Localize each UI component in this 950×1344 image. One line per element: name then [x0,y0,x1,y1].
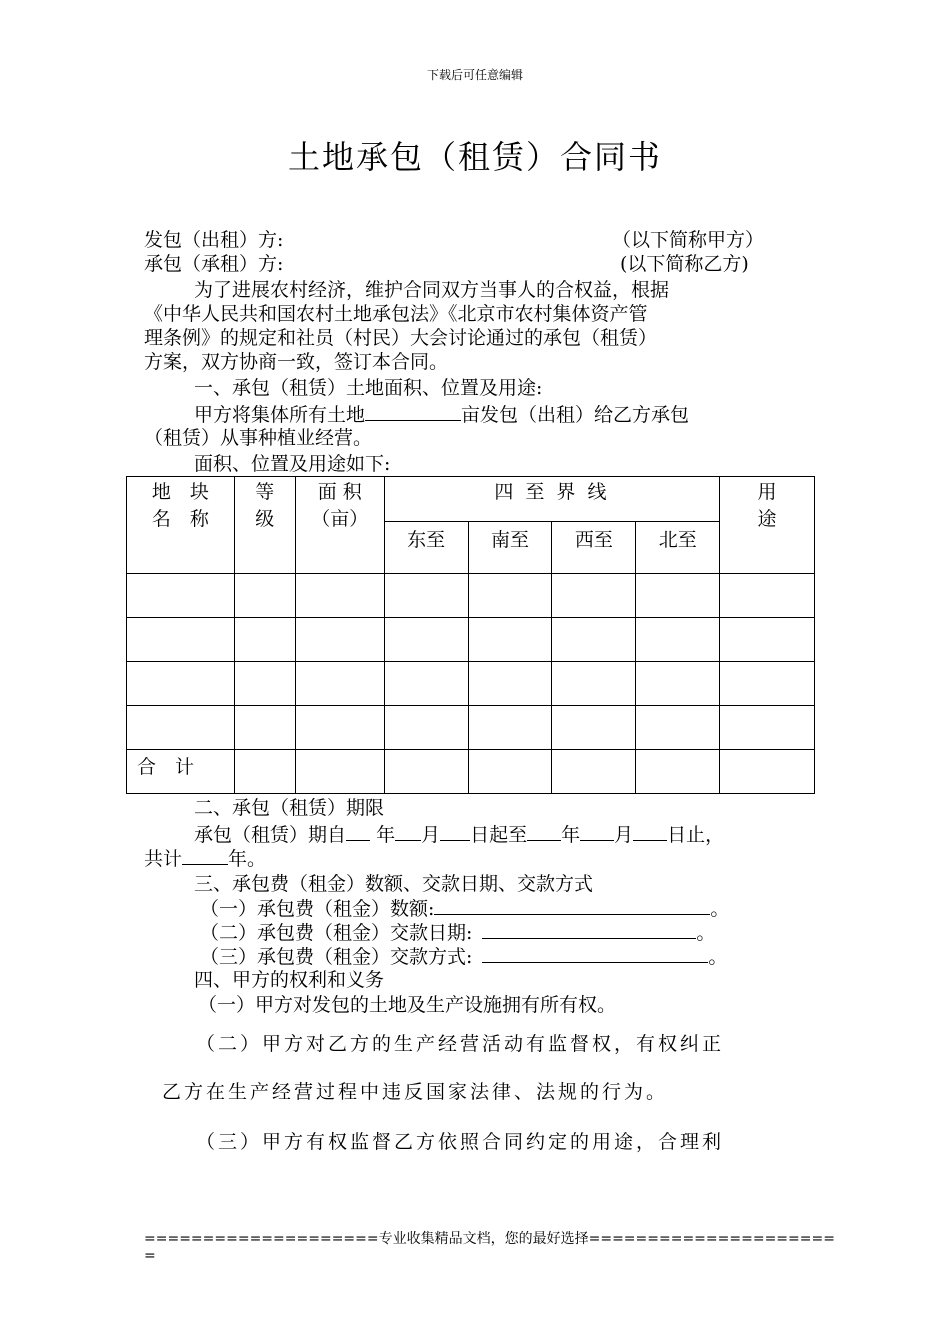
section-2-heading: 二、承包（租赁）期限 [194,797,385,819]
header-use [720,477,815,574]
table-cell[interactable] [720,750,815,794]
end-day-blank[interactable] [633,822,667,841]
year-text: 年 [376,824,396,846]
table-cell[interactable] [468,618,552,662]
land-text-2: 亩发包（出租）给乙方承包 [461,404,690,426]
start-day-blank[interactable] [440,822,470,841]
header-boundaries: 四 至 界 线 [384,477,719,522]
table-cell[interactable] [552,662,636,706]
period-mark: 。 [696,922,716,944]
header-area [295,477,384,574]
table-cell[interactable] [234,662,295,706]
table-cell[interactable] [720,706,815,750]
table-cell[interactable] [295,750,384,794]
fee-method-blank[interactable] [482,944,708,963]
table-cell[interactable] [720,662,815,706]
start-year-blank[interactable] [346,822,370,841]
area-label-2: （亩） [311,508,369,530]
table-cell[interactable] [295,662,384,706]
preamble-line-1: 为了进展农村经济，维护合同双方当事人的合权益，根据 [194,279,670,301]
period-mark: 。 [708,946,728,968]
section-1-line-3: 面积、位置及用途如下: [194,453,391,475]
table-row [127,706,815,750]
section-4-item-2-line-1: （二）甲方对乙方的生产经营活动有监督权，有权纠正 [196,1033,725,1055]
section-3-item-2 [200,920,715,945]
section-2-line-1 [194,822,724,847]
land-table [126,476,815,794]
section-4-item-2-line-2: 乙方在生产经营过程中违反国家法律、法规的行为。 [162,1081,669,1103]
header-west: 西至 [552,522,636,574]
years-suffix: 年。 [228,848,267,870]
fee-method-label: （三）承包费（租金）交款方式: [200,946,473,968]
use-label-1: 用 [757,481,777,503]
total-years-text: 共计 [144,848,183,870]
table-cell[interactable] [468,706,552,750]
section-3-heading: 三、承包费（租金）数额、交款日期、交款方式 [194,873,594,895]
header-south: 南至 [468,522,552,574]
table-cell[interactable] [468,750,552,794]
header-parcel-name [127,477,235,574]
month-text: 月 [421,824,441,846]
month2-text: 月 [614,824,634,846]
day-to-text: 日止， [667,824,725,846]
end-month-blank[interactable] [580,822,614,841]
section-1-heading: 一、承包（租赁）土地面积、位置及用途: [194,377,543,399]
section-3-item-3 [200,944,727,969]
table-cell[interactable] [295,574,384,618]
preamble-line-4: 方案，双方协商一致，签订本合同。 [144,351,449,373]
fee-amount-blank[interactable] [434,896,710,915]
header-note: 下载后可任意编辑 [426,68,523,82]
total-years-blank[interactable] [182,846,228,865]
parcel-label-1: 地 块 [151,481,209,503]
land-text: 甲方将集体所有土地 [194,404,366,426]
table-cell[interactable] [127,618,235,662]
footer-banner: ====================专业收集精品文档，您的最好选择===================== [144,1231,835,1247]
preamble-line-2: 《中华人民共和国农村土地承包法》《北京市农村集体资产管 [144,303,648,325]
day-from-text: 日起至 [470,824,528,846]
header-grade [234,477,295,574]
section-2-line-2 [144,846,266,871]
table-cell[interactable] [720,574,815,618]
table-row [127,574,815,618]
table-cell[interactable] [720,618,815,662]
table-cell[interactable] [384,618,468,662]
table-cell[interactable] [384,706,468,750]
area-label-1: 面 积 [317,481,362,503]
fee-amount-label: （一）承包费（租金）数额: [200,898,435,920]
section-4-item-3-line-1: （三）甲方有权监督乙方依照合同约定的用途，合理利 [196,1131,725,1153]
table-cell[interactable] [234,618,295,662]
table-cell[interactable] [295,706,384,750]
table-cell[interactable] [552,706,636,750]
table-row [127,662,815,706]
table-cell[interactable] [636,618,720,662]
table-cell[interactable] [636,750,720,794]
grade-label-2: 级 [255,508,275,530]
party-a-label: 发包（出租）方: [144,229,284,251]
total-label: 合 计 [127,750,235,794]
table-cell[interactable] [552,750,636,794]
table-total-row [127,750,815,794]
end-year-blank[interactable] [527,822,561,841]
section-4-item-1: （一）甲方对发包的土地及生产设施拥有所有权。 [198,994,617,1016]
table-cell[interactable] [636,662,720,706]
table-cell[interactable] [234,750,295,794]
period-mark: 。 [710,898,730,920]
table-cell[interactable] [468,574,552,618]
grade-label-1: 等 [255,481,275,503]
section-1-line-1 [194,402,689,427]
table-cell[interactable] [234,574,295,618]
header-east: 东至 [384,522,468,574]
header-north: 北至 [636,522,720,574]
table-cell[interactable] [468,662,552,706]
fee-date-label: （二）承包费（租金）交款日期: [200,922,473,944]
table-cell[interactable] [384,574,468,618]
section-1-line-2: （租赁）从事种植业经营。 [144,427,373,449]
table-cell[interactable] [127,662,235,706]
parcel-label-2: 名 称 [151,508,209,530]
party-a-note: （以下简称甲方） [612,229,765,251]
table-cell[interactable] [636,574,720,618]
table-cell[interactable] [234,706,295,750]
table-cell[interactable] [384,662,468,706]
party-b-note: (以下简称乙方) [620,253,749,275]
year2-text: 年 [561,824,581,846]
use-label-2: 途 [757,508,777,530]
table-cell[interactable] [636,706,720,750]
preamble-line-3: 理条例》的规定和社员（村民）大会讨论通过的承包（租赁） [144,327,658,349]
page-title: 土地承包（租赁）合同书 [287,138,662,176]
footer-tail: = [144,1248,156,1264]
table-cell[interactable] [384,750,468,794]
section-3-item-1 [200,896,729,921]
table-cell[interactable] [127,574,235,618]
fee-date-blank[interactable] [482,920,696,939]
land-area-blank[interactable] [365,402,461,421]
table-cell[interactable] [552,574,636,618]
party-b-label: 承包（承租）方: [144,253,284,275]
term-from-text: 承包（租赁）期自 [194,824,347,846]
section-4-heading: 四、甲方的权利和义务 [194,969,385,991]
table-cell[interactable] [552,618,636,662]
table-cell[interactable] [127,706,235,750]
table-row [127,618,815,662]
start-month-blank[interactable] [395,822,421,841]
table-cell[interactable] [295,618,384,662]
